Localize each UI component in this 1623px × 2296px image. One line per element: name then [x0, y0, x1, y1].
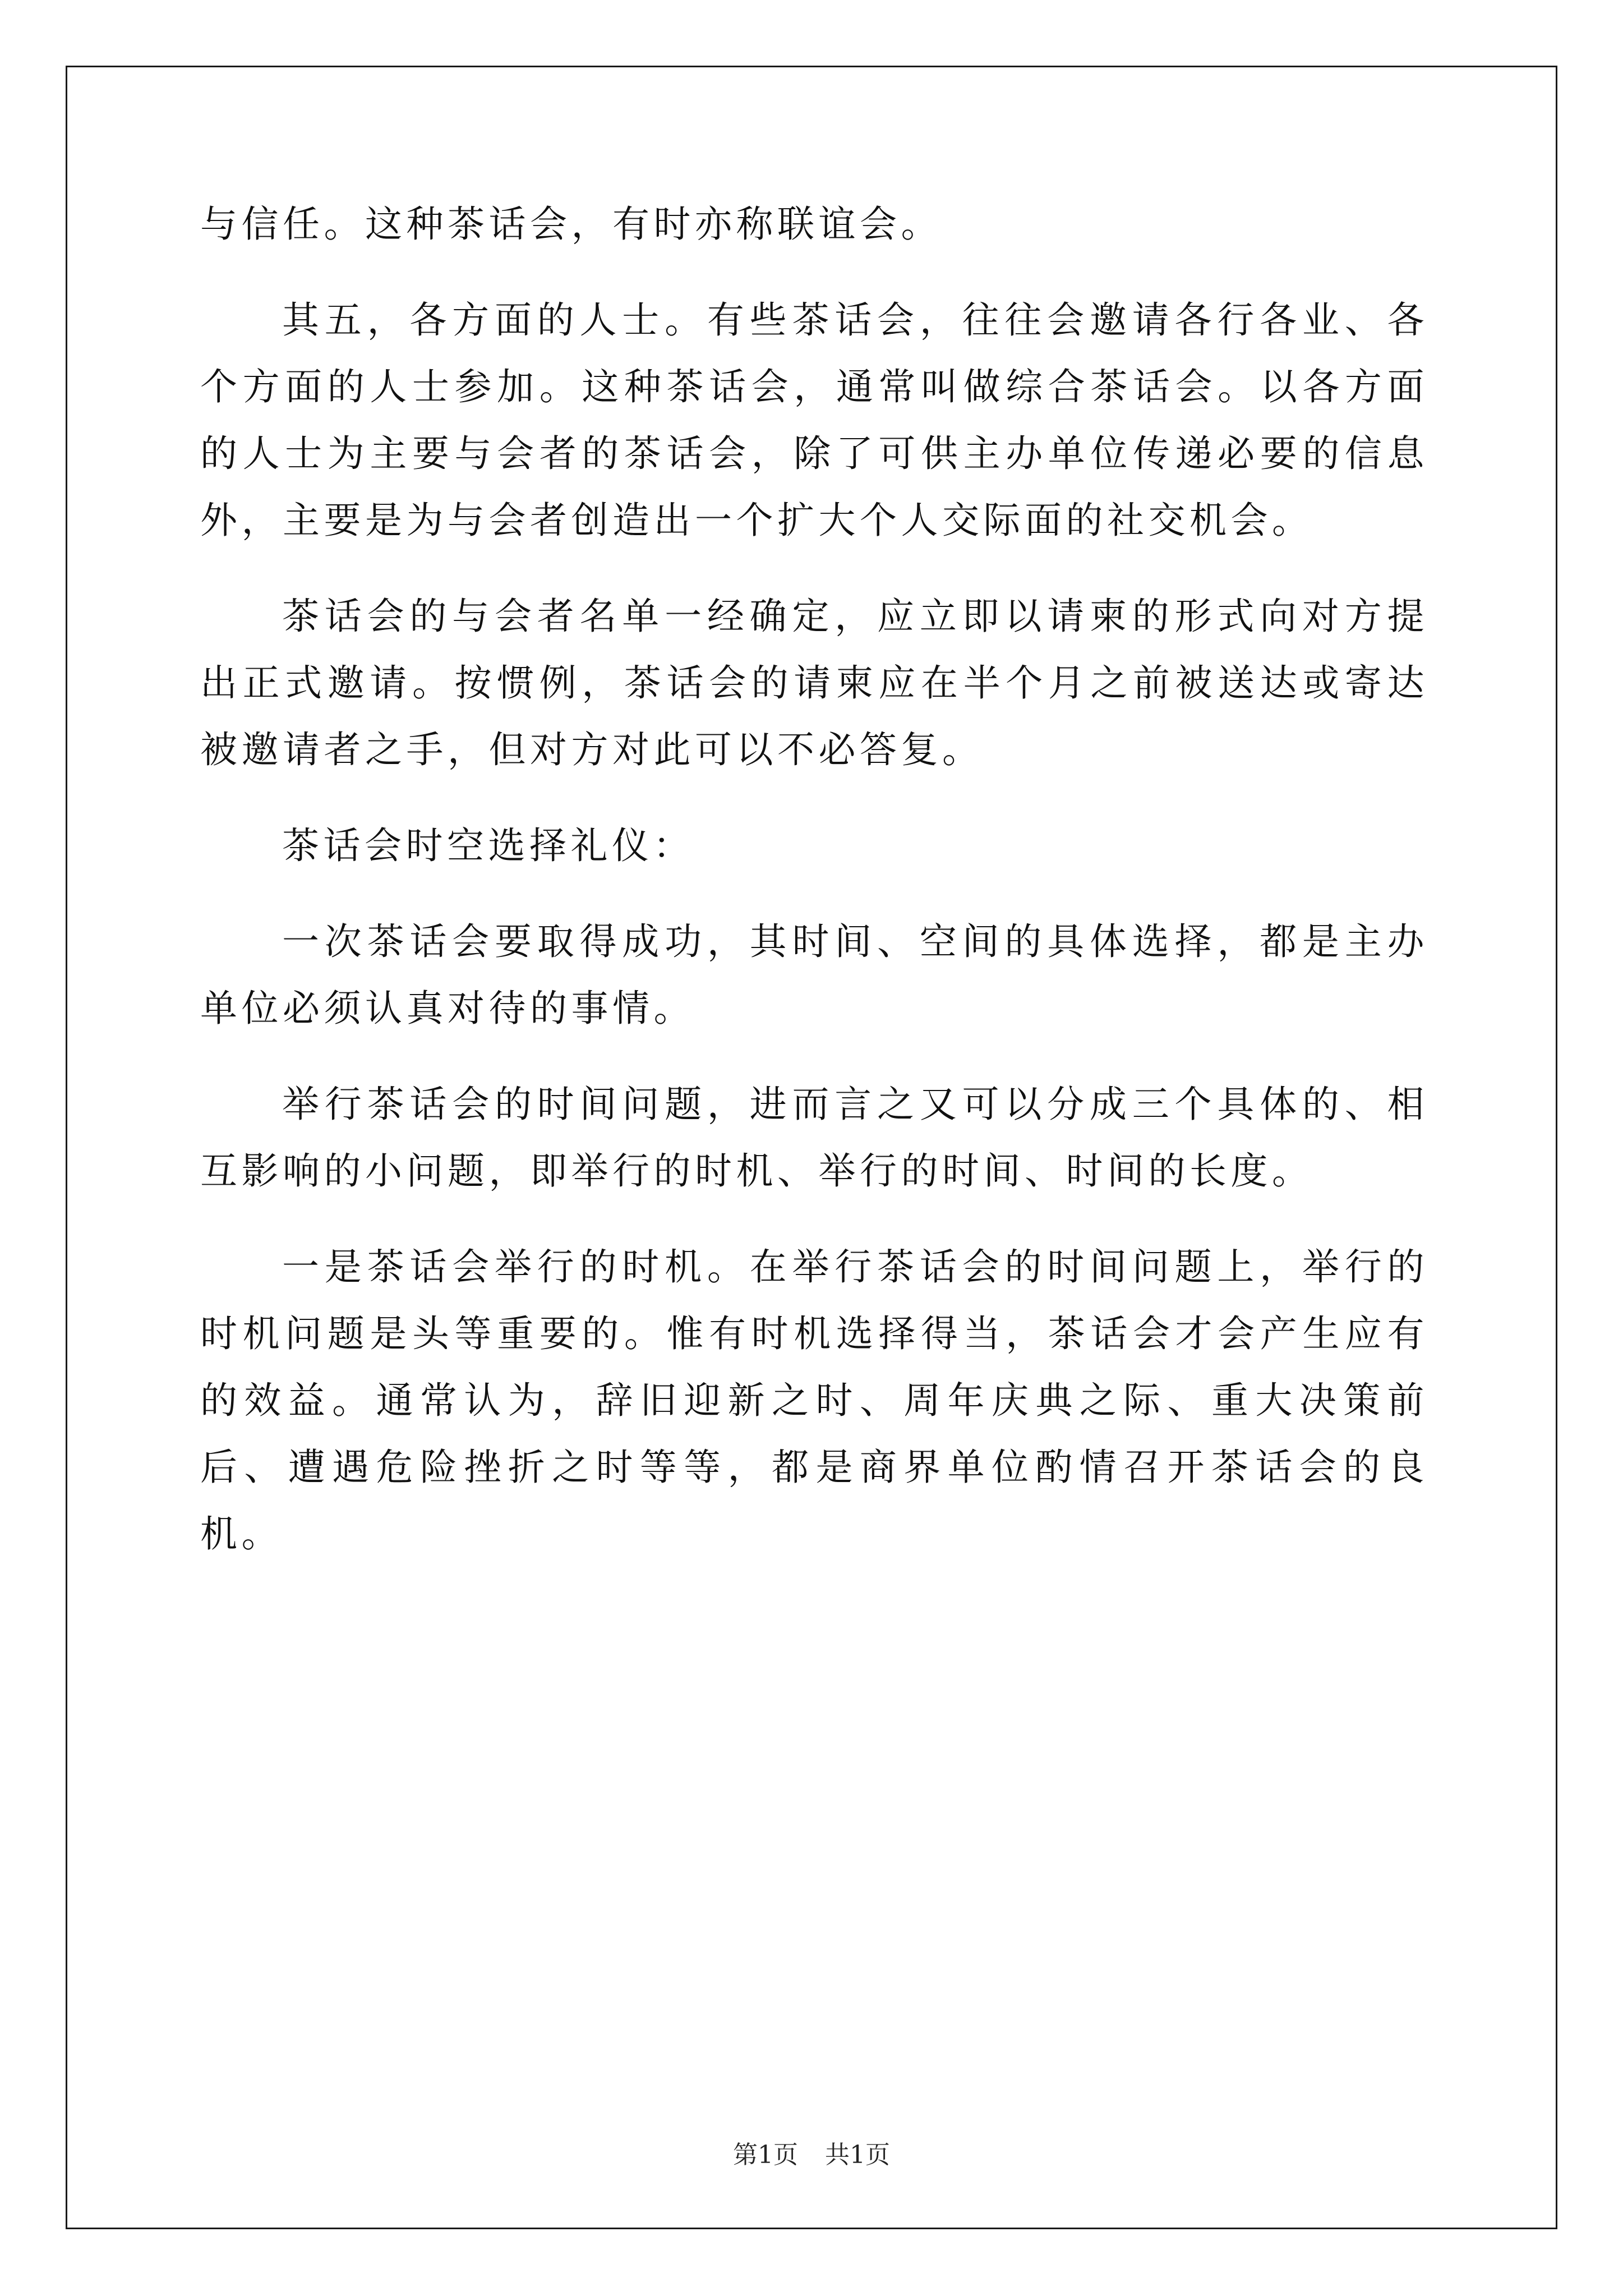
paragraph-6: 举行茶话会的时间问题，进而言之又可以分成三个具体的、相互影响的小问题，即举行的时机、举行的时间、时间的长度。 — [200, 1083, 1428, 1193]
page-number-total: 共1页 — [825, 2141, 890, 2169]
page-footer — [0, 2138, 1623, 2172]
document-body — [200, 191, 1428, 1596]
page-number-current: 第1页 — [733, 2141, 798, 2169]
paragraph-7: 一是茶话会举行的时机。在举行茶话会的时间问题上，举行的时机问题是头等重要的。惟有时机选择得当，茶话会才会产生应有的效益。通常认为，辞旧迎新之时、周年庆典之际、重大决策前后、遭遇危险挫折之时等等，都是商界单位酌情召开茶话会的良机。 — [200, 1245, 1428, 1556]
paragraph-2: 其五，各方面的人士。有些茶话会，往往会邀请各行各业、各个方面的人士参加。这种茶话会，通常叫做综合茶话会。以各方面的人士为主要与会者的茶话会，除了可供主办单位传递必要的信息外，主要是为与会者创造出一个扩大个人交际面的社交机会。 — [200, 298, 1428, 542]
paragraph-4: 茶话会时空选择礼仪： — [282, 824, 694, 867]
paragraph-5: 一次茶话会要取得成功，其时间、空间的具体选择，都是主办单位必须认真对待的事情。 — [200, 920, 1428, 1030]
paragraph-1: 与信任。这种茶话会，有时亦称联谊会。 — [200, 203, 942, 246]
paragraph-3: 茶话会的与会者名单一经确定，应立即以请柬的形式向对方提出正式邀请。按惯例，茶话会的请柬应在半个月之前被送达或寄达被邀请者之手，但对方对此可以不必答复。 — [200, 595, 1428, 771]
